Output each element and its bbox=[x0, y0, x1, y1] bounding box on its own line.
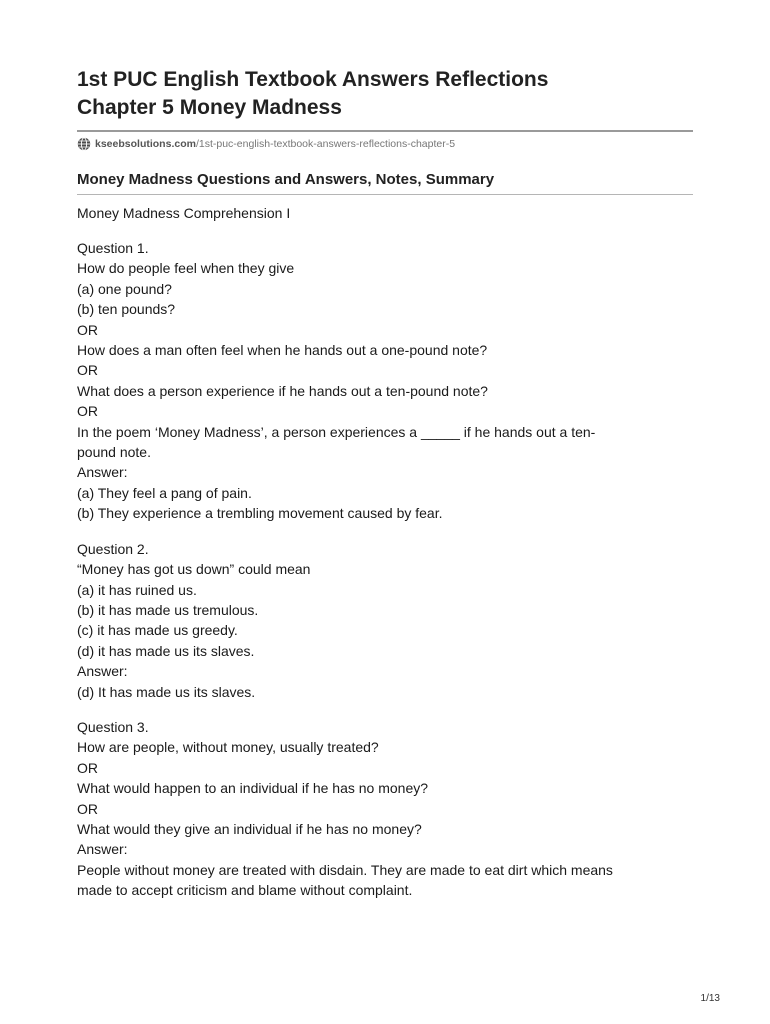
question-line: What would they give an individual if he has no money? bbox=[77, 820, 422, 837]
question-block bbox=[77, 238, 693, 524]
question-line: made to accept criticism and blame without complaint. bbox=[77, 882, 413, 899]
question-line: How are people, without money, usually treated? bbox=[77, 739, 379, 756]
question-line: OR bbox=[77, 403, 98, 420]
question-line: OR bbox=[77, 800, 98, 817]
question-line: What does a person experience if he hands out a ten-pound note? bbox=[77, 382, 488, 399]
question-line: Answer: bbox=[77, 663, 128, 680]
title-line-2: Chapter 5 Money Madness bbox=[77, 96, 342, 119]
question-line: What would happen to an individual if he has no money? bbox=[77, 780, 429, 797]
question-line: How do people feel when they give bbox=[77, 260, 295, 277]
globe-icon bbox=[77, 137, 91, 151]
question-line: Question 2. bbox=[77, 540, 149, 557]
question-line: “Money has got us down” could mean bbox=[77, 561, 311, 578]
page-indicator: 1/13 bbox=[700, 993, 720, 1004]
document-title bbox=[77, 66, 693, 122]
question-line: (b) ten pounds? bbox=[77, 301, 176, 318]
section-divider bbox=[77, 194, 693, 195]
question-line: OR bbox=[77, 321, 98, 338]
question-block bbox=[77, 717, 693, 901]
document-page bbox=[77, 66, 693, 901]
subheading: Money Madness Comprehension I bbox=[77, 205, 291, 221]
source-path: /1st-puc-english-textbook-answers-reflections-chapter-5 bbox=[195, 138, 456, 150]
question-line: OR bbox=[77, 759, 98, 776]
question-line: pound note. bbox=[77, 444, 151, 461]
question-line: People without money are treated with disdain. They are made to eat dirt which means bbox=[77, 861, 613, 878]
question-line: Answer: bbox=[77, 464, 128, 481]
question-line: (a) They feel a pang of pain. bbox=[77, 484, 252, 501]
source-domain: kseebsolutions.com bbox=[95, 138, 196, 150]
section-heading: Money Madness Questions and Answers, Notes, Summary bbox=[77, 171, 495, 188]
source-link[interactable] bbox=[77, 136, 693, 152]
question-line: (c) it has made us greedy. bbox=[77, 622, 238, 639]
question-line: (d) It has made us its slaves. bbox=[77, 683, 256, 700]
question-line: OR bbox=[77, 362, 98, 379]
questions-list bbox=[77, 238, 693, 901]
question-line: In the poem ‘Money Madness’, a person experiences a _____ if he hands out a ten- bbox=[77, 423, 596, 440]
title-divider bbox=[77, 130, 693, 132]
question-line: (d) it has made us its slaves. bbox=[77, 642, 255, 659]
question-line: (a) it has ruined us. bbox=[77, 581, 197, 598]
question-line: How does a man often feel when he hands out a one-pound note? bbox=[77, 342, 488, 359]
question-line: Question 1. bbox=[77, 240, 149, 256]
question-line: (b) They experience a trembling movement caused by fear. bbox=[77, 505, 443, 522]
question-line: (b) it has made us tremulous. bbox=[77, 601, 259, 618]
question-line: Answer: bbox=[77, 841, 128, 858]
question-block bbox=[77, 539, 693, 702]
title-line-1: 1st PUC English Textbook Answers Reflections bbox=[77, 68, 549, 91]
question-line: Question 3. bbox=[77, 718, 149, 735]
question-line: (a) one pound? bbox=[77, 280, 172, 297]
